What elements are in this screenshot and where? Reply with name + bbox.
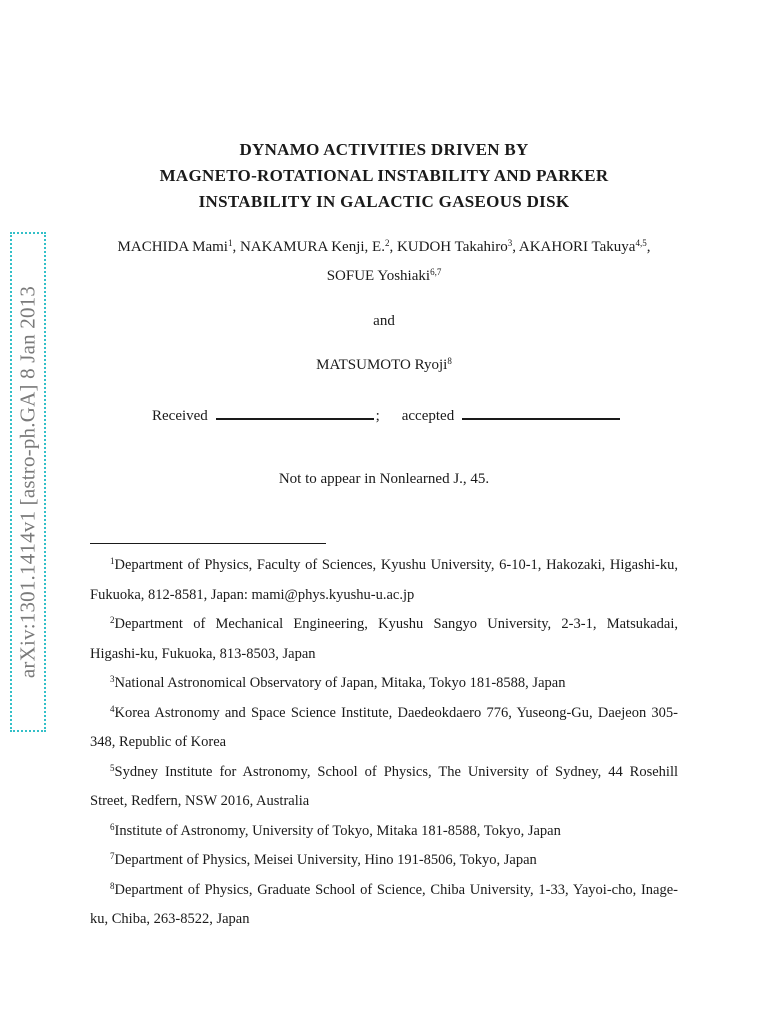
author-conjunction: and (373, 313, 395, 329)
journal-note: Not to appear in Nonlearned J., 45. (278, 471, 490, 487)
footnote (90, 817, 678, 847)
affiliation-mark: 8 (447, 356, 452, 366)
footnote-text: Department of Mechanical Engineering, Kyushu Sangyo University, 2-3-1, Matsukadai, Higashi-ku, Fukuoka, 813-8503, Japan (90, 616, 678, 662)
footnote-text: Department of Physics, Faculty of Sciences, Kyushu University, 6-10-1, Hakozaki, Higashi-ku, Fukuoka, 812-8581, Japan: mami@phys.kyushu-u.ac.jp (90, 557, 678, 603)
received-label: Received (152, 408, 208, 424)
title-line: INSTABILITY IN GALACTIC GASEOUS DISK (198, 192, 570, 211)
date-separator: ; (375, 408, 380, 424)
author-name: KUDOH Takahiro (396, 239, 508, 255)
footnote (90, 551, 678, 610)
paper-title (90, 137, 678, 215)
author-name: NAKAMURA Kenji, E. (239, 239, 385, 255)
affiliation-mark: 3 (507, 238, 513, 248)
footnote (90, 610, 678, 669)
author-name: SOFUE Yoshiaki (326, 268, 431, 284)
author-separator: , (512, 239, 519, 255)
footnote-mark: 3 (110, 674, 115, 684)
affiliation-mark: 6,7 (430, 267, 442, 277)
author-list (90, 237, 678, 257)
author-separator: , (232, 239, 240, 255)
author-list-last (90, 355, 678, 375)
author-list-continued (90, 266, 678, 286)
arxiv-stamp (10, 232, 46, 732)
footnote (90, 846, 678, 876)
accepted-label: accepted (401, 408, 455, 424)
footnote-text: Sydney Institute for Astronomy, School of Physics, The University of Sydney, 44 Rosehill Street, Redfern, NSW 2016, Australia (90, 763, 678, 809)
author-name: AKAHORI Takuya (518, 239, 636, 255)
footnote-text: Korea Astronomy and Space Science Institute, Daedeokdaero 776, Yuseong-Gu, Daejeon 305-348, Republic of Korea (90, 704, 678, 750)
author-name: MATSUMOTO Ryoji (316, 357, 448, 373)
title-line: MAGNETO-ROTATIONAL INSTABILITY AND PARKER (159, 166, 609, 185)
affiliation-mark: 4,5 (635, 238, 647, 248)
footnote (90, 699, 678, 758)
footnote-text: Department of Physics, Graduate School of Science, Chiba University, 1-33, Yayoi-cho, Inage-ku, Chiba, 263-8522, Japan (90, 881, 678, 927)
affiliation-mark: 2 (384, 238, 390, 248)
footnote-text: National Astronomical Observatory of Japan, Mitaka, Tokyo 181-8588, Japan (114, 675, 566, 691)
footnote-mark: 7 (110, 851, 115, 861)
author-separator: , (646, 239, 651, 255)
received-date-blank (216, 406, 374, 420)
footnote-mark: 2 (110, 615, 115, 625)
submission-dates (152, 406, 620, 426)
author-separator: , (389, 239, 397, 255)
title-line: DYNAMO ACTIVITIES DRIVEN BY (239, 140, 529, 159)
author-name: MACHIDA Mami (117, 239, 228, 255)
footnote-mark: 8 (110, 880, 115, 891)
footnote-mark: 1 (110, 556, 115, 566)
footnote-rule (90, 543, 326, 544)
footnote-mark: 6 (110, 821, 115, 832)
accepted-date-blank (462, 406, 620, 420)
footnote-mark: 4 (110, 703, 115, 714)
footnote (90, 669, 678, 699)
footnote-text: Department of Physics, Meisei University, Hino 191-8506, Tokyo, Japan (114, 852, 537, 868)
affiliation-mark: 1 (227, 238, 233, 248)
affiliation-footnotes (90, 551, 678, 935)
footnote (90, 758, 678, 817)
footnote (90, 876, 678, 935)
arxiv-identifier[interactable]: arXiv:1301.1414v1 [astro-ph.GA] 8 Jan 2013 (15, 285, 40, 679)
footnote-text: Institute of Astronomy, University of Tokyo, Mitaka 181-8588, Tokyo, Japan (114, 822, 561, 839)
footnote-mark: 5 (110, 762, 115, 773)
